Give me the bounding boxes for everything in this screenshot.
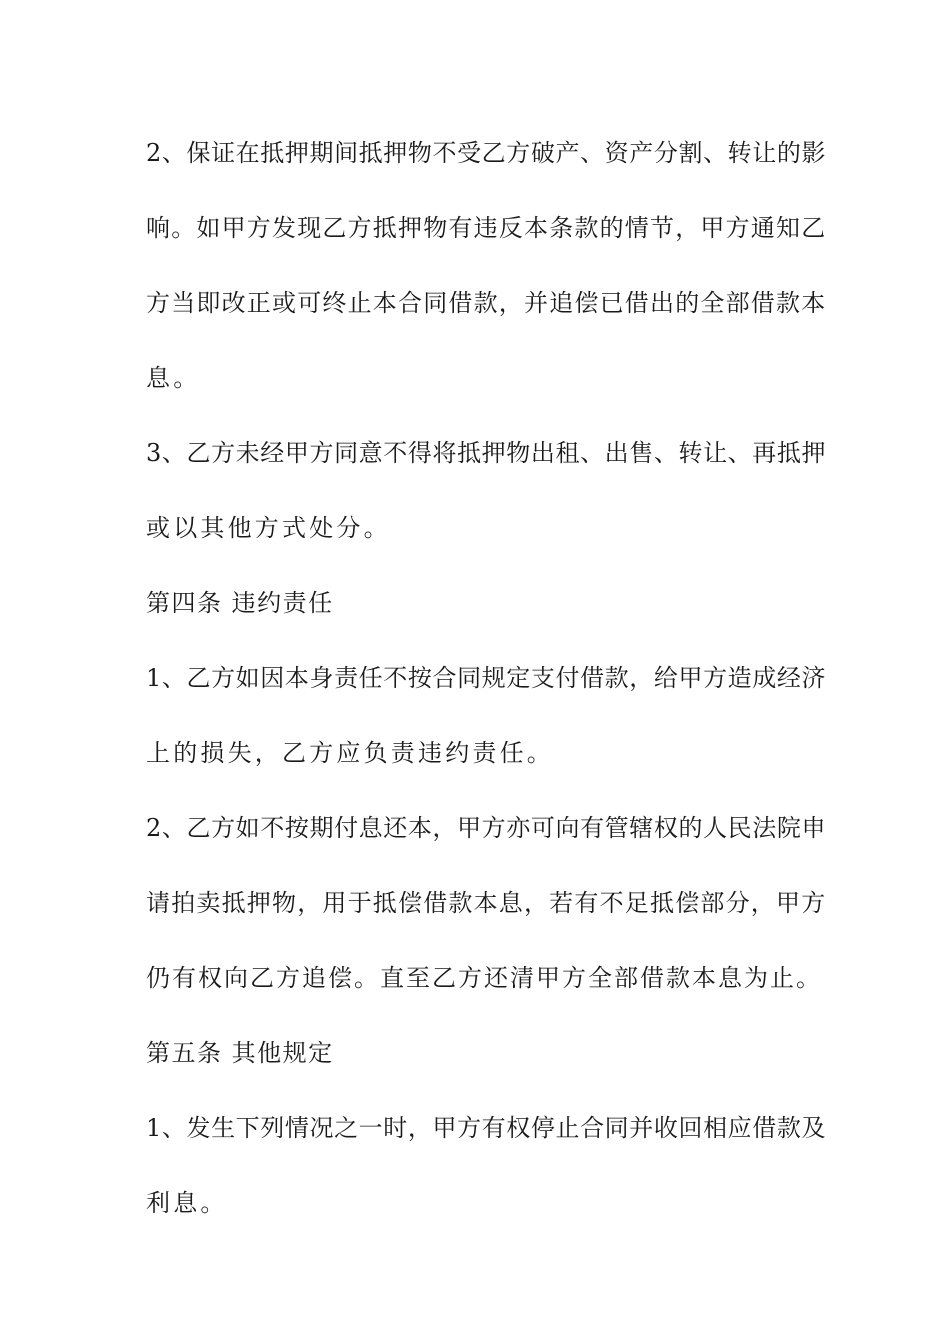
clause-4-item-1-line-2: 上的损失，乙方应负责违约责任。 — [146, 739, 554, 767]
clause-5-heading: 第五条 其他规定 — [146, 1039, 334, 1067]
clause-4-item-2-line-1: 2、乙方如不按期付息还本，甲方亦可向有管辖权的人民法院申 — [146, 814, 827, 842]
clause-4-item-1-line-1: 1、乙方如因本身责任不按合同规定支付借款，给甲方造成经济 — [146, 664, 827, 692]
clause-3-item-2-line-2: 响。如甲方发现乙方抵押物有违反本条款的情节，甲方通知乙 — [146, 214, 827, 242]
clause-4-item-2-line-2: 请拍卖抵押物，用于抵偿借款本息，若有不足抵偿部分，甲方 — [146, 889, 827, 917]
clause-3-item-3-line-2: 或以其他方式处分。 — [146, 514, 391, 542]
clause-3-item-2-line-4: 息。 — [146, 364, 201, 392]
clause-4-heading: 第四条 违约责任 — [146, 589, 334, 617]
clause-4-item-2-line-3: 仍有权向乙方追偿。直至乙方还清甲方全部借款本息为止。 — [146, 964, 822, 992]
clause-3-item-2-line-3: 方当即改正或可终止本合同借款，并追偿已借出的全部借款本 — [146, 289, 827, 317]
clause-3-item-3-line-1: 3、乙方未经甲方同意不得将抵押物出租、出售、转让、再抵押 — [146, 439, 827, 467]
clause-5-item-1-line-1: 1、发生下列情况之一时，甲方有权停止合同并收回相应借款及 — [146, 1114, 827, 1142]
clause-3-item-2-line-1: 2、保证在抵押期间抵押物不受乙方破产、资产分割、转让的影 — [146, 139, 827, 167]
clause-5-item-1-line-2: 利息。 — [146, 1189, 228, 1217]
